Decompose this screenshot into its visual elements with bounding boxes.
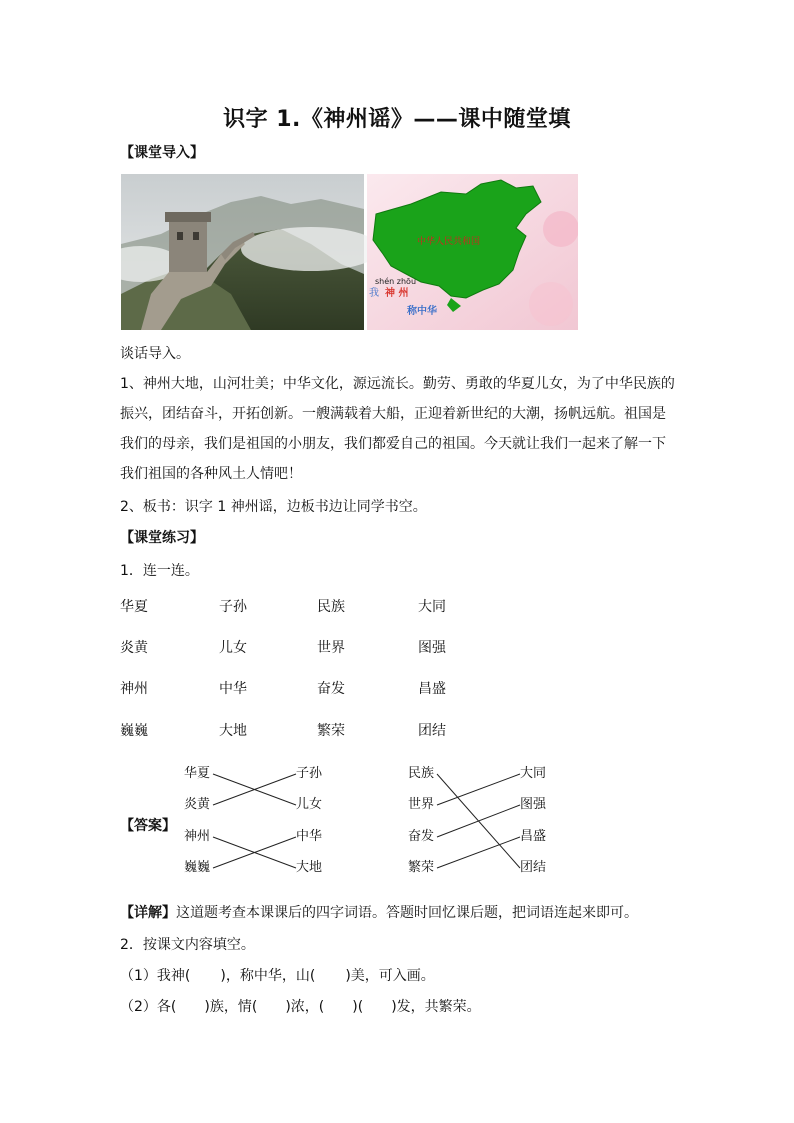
match-word: 大地 (219, 723, 247, 739)
answer-word: 民族 (408, 766, 435, 781)
section-intro-heading: 【课堂导入】 (120, 145, 204, 161)
match-word: 炎黄 (120, 640, 148, 656)
para1-line4: 我们祖国的各种风土人情吧！ (120, 466, 302, 482)
para2: 2、板书：识字 1 神州谣，边板书边让同学书空。 (120, 499, 427, 515)
q2-item-1-b: )，称中华，山( (220, 968, 316, 984)
answer-line (437, 805, 520, 837)
answer-word: 神州 (184, 829, 211, 844)
match-word: 华夏 (120, 599, 148, 615)
page-title: 识字 1.《神州谣》——课中随堂填 (223, 107, 571, 132)
answer-word: 华夏 (184, 766, 211, 781)
match-word: 中华 (219, 681, 247, 697)
match-word: 团结 (418, 723, 446, 739)
q2-title: 2．按课文内容填空。 (120, 937, 255, 953)
match-word: 儿女 (219, 640, 247, 656)
map-label: 中华人民共和国 (417, 237, 481, 247)
answer-word: 昌盛 (520, 829, 547, 844)
match-word: 世界 (317, 640, 345, 656)
q2-item-2-b: )族，情( (204, 999, 258, 1015)
q2-item-2-c: )浓，( (285, 999, 325, 1015)
q2-item-2-num: （2） (120, 999, 157, 1015)
match-word: 神州 (120, 681, 148, 697)
q2-item-2 (120, 997, 481, 1017)
caption-chenghua: 称中华 (407, 306, 437, 317)
q2-item-1-a: 我神( (156, 968, 191, 984)
detail-text: 这道题考查本课课后的四字词语。答题时回忆课后题，把词语连起来即可。 (176, 905, 638, 921)
answer-word: 图强 (520, 797, 547, 812)
answer-word: 大地 (296, 860, 323, 875)
q2-item-1-c: )美，可入画。 (345, 968, 435, 984)
match-word: 繁荣 (317, 723, 345, 739)
match-word: 图强 (418, 640, 446, 656)
para1-line3: 我们的母亲，我们是祖国的小朋友，我们都爱自己的祖国。今天就让我们一起来了解一下 (120, 436, 666, 452)
q2-item-1 (120, 966, 435, 986)
match-word: 巍巍 (120, 723, 148, 739)
q2-item-2-d: )( (352, 999, 364, 1015)
answer-word: 繁荣 (408, 860, 435, 875)
answer-word: 炎黄 (184, 797, 211, 812)
answer-word: 大同 (520, 766, 547, 781)
section-practice-heading: 【课堂练习】 (120, 530, 204, 546)
para1-line2: 振兴，团结奋斗，开拓创新。一艘满载着大船，正迎着新世纪的大潮，扬帆远航。祖国是 (120, 406, 666, 422)
q1-title: 1．连一连。 (120, 563, 199, 579)
match-word: 子孙 (219, 599, 247, 615)
answer-word: 团结 (520, 860, 547, 875)
talk-intro: 谈话导入。 (120, 346, 190, 362)
q2-item-2-e: )发，共繁荣。 (391, 999, 481, 1015)
detail-line (120, 903, 638, 923)
answer-word: 子孙 (296, 766, 323, 781)
answer-word: 奋发 (408, 829, 435, 844)
match-word: 大同 (418, 599, 446, 615)
answer-word: 世界 (408, 797, 435, 812)
answer-word: 中华 (296, 829, 323, 844)
caption-shenzhou: 神 州 (385, 288, 409, 299)
answer-word: 儿女 (296, 797, 323, 812)
caption-wo: 我 (369, 288, 379, 299)
detail-label: 【详解】 (120, 905, 176, 921)
answer-word: 巍巍 (184, 860, 211, 875)
match-word: 奋发 (317, 681, 345, 697)
answer-line (437, 774, 520, 805)
answer-line (437, 837, 520, 868)
caption-pinyin: shén zhōu (375, 277, 417, 286)
match-word: 昌盛 (418, 681, 446, 697)
q2-item-1-num: （1） (120, 968, 157, 984)
q2-item-2-a: 各( (156, 999, 177, 1015)
match-word: 民族 (317, 599, 345, 615)
answer-label: 【答案】 (120, 818, 176, 834)
para1-line1: 1、神州大地，山河壮美；中华文化，源远流长。勤劳、勇敢的华夏儿女，为了中华民族的 (120, 376, 675, 392)
